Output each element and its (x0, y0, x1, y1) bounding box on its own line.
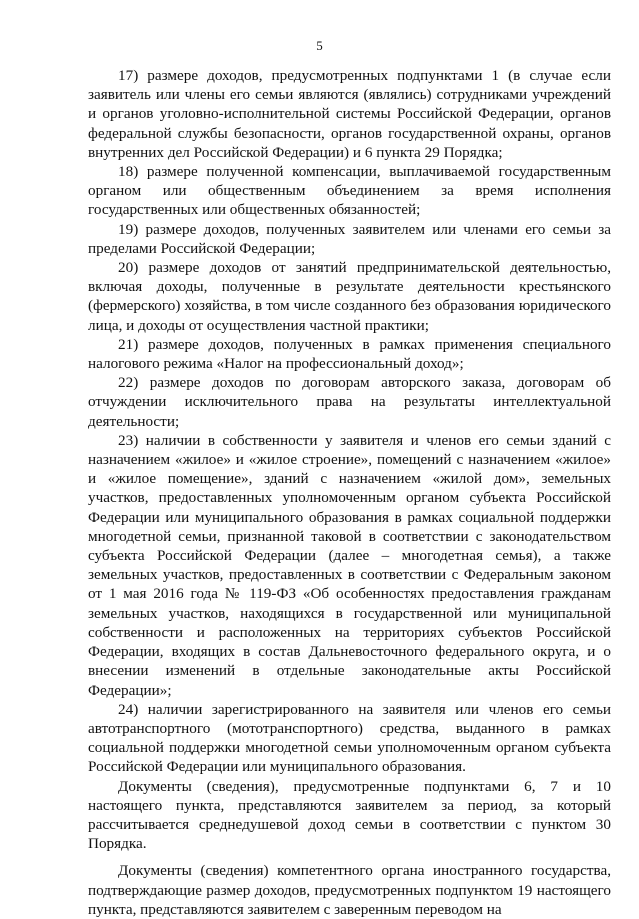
page-number: 5 (316, 38, 323, 53)
paragraph-item-22: 22) размере доходов по договорам авторского заказа, договорам об отчуждении исключительного права на результаты интеллектуальной деятельности; (88, 374, 611, 430)
paragraph-foreign-documents: Документы (сведения) компетентного органа иностранного государства, подтверждающие размер доходов, предусмотренных подпунктом 19 настоящего пункта, представляются заявителем с заверенным переводом на (88, 862, 611, 918)
paragraph-item-18: 18) размере полученной компенсации, выплачиваемой государственным органом или общественным объединением за время исполнения государственных или общественных обязанностей; (88, 163, 611, 219)
document-body (88, 66, 611, 919)
paragraph-item-17: 17) размере доходов, предусмотренных подпунктами 1 (в случае если заявитель или члены его семьи являются (являлись) сотрудниками учреждений и органов уголовно-исполнительной системы Российской Федерации, органов федеральной службы безопасности, органов государственной охраны, органов внутренних дел Российской Федерации) и 6 пункта 29 Порядка; (88, 67, 611, 161)
paragraph-item-23: 23) наличии в собственности у заявителя и членов его семьи зданий с назначением «жилое» и «жилое строение», помещений с назначением «жилое» и «жилое помещение», зданий с назначением «жилой дом», земельных участков, предоставленных уполномоченным органом субъекта Российской Федерации или муниципального образования в рамках социальной поддержки многодетной семьи, признанной таковой в соответствии с законодательством субъекта Российской Федерации (далее – многодетная семья), а также земельных участков, предоставленных в соответствии с Федеральным законом от 1 мая 2016 года № 119-ФЗ «Об особенностях предоставления гражданам земельных участков, находящихся в государственной или муниципальной собственности и расположенных на территориях субъектов Российской Федерации, входящих в состав Дальневосточного федерального округа, и о внесении изменений в отдельные законодательные акты Российской Федерации»; (88, 431, 611, 699)
paragraph-item-24: 24) наличии зарегистрированного на заявителя или членов его семьи автотранспортного (мототранспортного) средства, выданного в рамках социальной поддержки многодетной семьи уполномоченным органом субъекта Российской Федерации или муниципального образования. (88, 700, 611, 776)
paragraph-item-21: 21) размере доходов, полученных в рамках применения специального налогового режима «Налог на профессиональный доход»; (88, 335, 611, 373)
paragraph-item-20: 20) размере доходов от занятий предпринимательской деятельностью, включая доходы, полученные в результате деятельности крестьянского (фермерского) хозяйства, в том числе созданного без образования юридического лица, и доходы от осуществления частной практики; (88, 259, 611, 334)
paragraph-documents-period: Документы (сведения), предусмотренные подпунктами 6, 7 и 10 настоящего пункта, представляются заявителем за период, за который рассчитывается среднедушевой доход семьи в соответствии с пунктом 30 Порядка. (88, 777, 611, 853)
paragraph-item-19: 19) размере доходов, полученных заявителем или членами его семьи за пределами Российской Федерации; (88, 220, 611, 257)
